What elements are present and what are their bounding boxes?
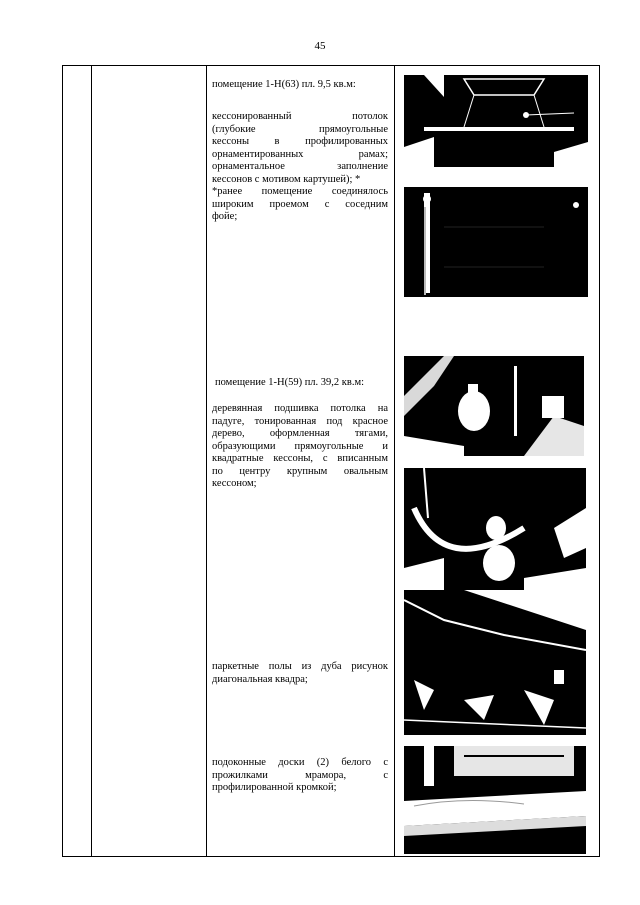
text-line: деревянная подшивка потолка на — [212, 403, 388, 414]
text-line: кессонированный потолок — [212, 111, 388, 122]
room-heading: помещение 1-Н(63) пл. 9,5 кв.м: — [212, 79, 356, 90]
text-line: фойе; — [212, 211, 238, 222]
text-line: кессонов с мотивом картушей); * — [212, 173, 361, 185]
photo-marble-windowsill — [404, 746, 586, 854]
text-line: квадратные кессоны, с вписанным — [212, 453, 388, 464]
photo-oval-coffer-lamp — [404, 468, 586, 590]
photo-coffered-ceiling — [404, 67, 588, 175]
text-line: прожилками мрамора, с — [212, 769, 388, 781]
text-line: кессоном; — [212, 478, 257, 489]
text-line: падуге, тонированная под красное — [212, 415, 388, 427]
text-line: диагональная квадра; — [212, 673, 308, 685]
text-line: профилированной кромкой; — [212, 782, 337, 793]
column-divider — [394, 66, 395, 856]
feature-item — [212, 661, 388, 686]
room-description — [212, 111, 388, 224]
page-number: 45 — [314, 40, 326, 52]
photo-parquet-floor — [404, 590, 586, 735]
text-line: орнаментированных рамах; — [212, 148, 388, 160]
text-line: кессоны в профилированных — [212, 136, 388, 147]
room-heading: помещение 1-Н(59) пл. 39,2 кв.м: — [215, 377, 365, 388]
room-description — [212, 403, 388, 491]
photo-room-molding — [404, 187, 588, 297]
text-line: образующими прямоугольные и — [212, 440, 388, 452]
text-line: по центру крупным овальным — [212, 465, 388, 477]
text-line: дерево, оформленная тягами, — [212, 428, 388, 439]
feature-item — [212, 757, 388, 795]
text-line: (глубокие прямоугольные — [212, 123, 388, 135]
text-line: орнаментальное заполнение — [212, 161, 388, 172]
photo-ceiling-lamp — [404, 356, 584, 456]
column-divider — [91, 66, 92, 856]
column-divider — [206, 66, 207, 856]
text-line: паркетные полы из дуба рисунок — [212, 661, 388, 672]
text-line: широким проемом с соседним — [212, 198, 388, 210]
text-line: *ранее помещение соединялось — [212, 186, 388, 197]
text-line: подоконные доски (2) белого с — [212, 757, 388, 768]
